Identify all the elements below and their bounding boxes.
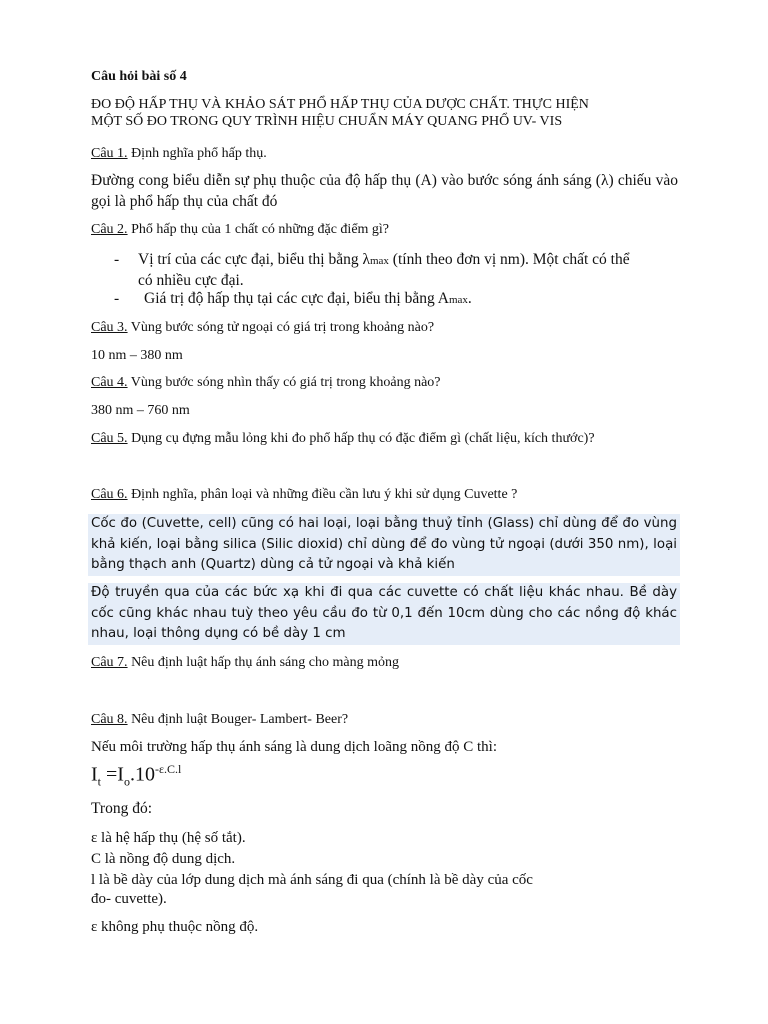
answer-1: Đường cong biểu diễn sự phụ thuộc của độ hấp thụ (A) vào bước sóng ánh sáng (λ) chiếu vào gọi là phổ hấp thụ của chất đó (91, 172, 678, 210)
question-3-text: Vùng bước sóng tử ngoại có giá trị trong khoảng nào? (127, 320, 435, 335)
question-7-label: Câu 7. (91, 655, 128, 670)
trong-do-label: Trong đó: (91, 800, 153, 817)
definition-l: l là bề dày của lớp dung dịch mà ánh sáng đi qua (chính là bề dày của cốc đo- cuvette). (91, 872, 533, 907)
question-1-label: Câu 1. (91, 146, 128, 161)
answer-3: 10 nm – 380 nm (91, 348, 183, 363)
question-6-text: Định nghĩa, phân loại và những điều cần lưu ý khi sử dụng Cuvette ? (127, 487, 518, 502)
question-8-text: Nêu định luật Bouger- Lambert- Beer? (127, 712, 349, 727)
bullet-2-dash: - (114, 290, 120, 307)
bullet-1-pre: Vị trí của các cực đại, biểu thị bằng λ (138, 251, 370, 268)
definition-epsilon-note: ε không phụ thuộc nồng độ. (91, 919, 259, 935)
bullet-2 (114, 289, 648, 310)
question-5 (91, 430, 677, 447)
formula-eq: =I (101, 763, 124, 786)
formula-sub-o: o (123, 774, 130, 789)
bullet-2-pre: Giá trị độ hấp thụ tại các cực đại, biểu thị bằng A (144, 290, 449, 307)
definition-c: C là nồng độ dung dịch. (91, 851, 236, 867)
question-4 (91, 374, 677, 391)
question-2-text: Phổ hấp thụ của 1 chất có những đặc điểm gì? (127, 222, 390, 237)
question-6 (91, 486, 677, 503)
question-7 (91, 654, 677, 671)
definition-epsilon: ε là hệ hấp thụ (hệ số tắt). (91, 830, 246, 846)
beer-law-formula (91, 762, 677, 790)
formula-i: I (91, 763, 98, 786)
formula-exponent: -ε.C.l (154, 762, 182, 776)
bullet-1 (114, 250, 648, 290)
question-8-label: Câu 8. (91, 712, 128, 727)
question-3-label: Câu 3. (91, 320, 128, 335)
question-1-text: Định nghĩa phổ hấp thụ. (127, 146, 267, 161)
bullet-2-post: . (467, 290, 472, 307)
question-7-text: Nêu định luật hấp thụ ánh sáng cho màng mỏng (127, 655, 399, 670)
lambda-max-sub: max (369, 255, 389, 267)
question-1 (91, 145, 677, 162)
formula-ten: .10 (129, 763, 155, 786)
bullet-1-post: (tính theo đơn vị nm). Một chất có thể có nhiều cực đại. (138, 251, 630, 289)
question-8 (91, 711, 677, 728)
question-4-text: Vùng bước sóng nhìn thấy có giá trị trong khoảng nào? (127, 375, 441, 390)
cuvette-paragraph-1: Cốc đo (Cuvette, cell) cũng có hai loại, loại bằng thuỷ tỉnh (Glass) chỉ dùng để đo vùng khả kiến, loại bằng silica (Silic dioxid) chỉ dùng để đo vùng tử ngoại (dưới 350 nm), loại bằng thạch anh (Quartz) dùng cả tử ngoại và khả kiến (88, 514, 680, 576)
a-max-sub: max (448, 294, 468, 306)
bullet-1-text (138, 250, 648, 290)
beer-law-intro: Nếu môi trường hấp thụ ánh sáng là dung dịch loãng nồng độ C thì: (91, 739, 498, 755)
answer-4: 380 nm – 760 nm (91, 403, 190, 418)
question-5-text: Dụng cụ đựng mẫu lỏng khi đo phổ hấp thụ có đặc điểm gì (chất liệu, kích thước)? (127, 431, 595, 446)
question-4-label: Câu 4. (91, 375, 128, 390)
question-6-label: Câu 6. (91, 487, 128, 502)
question-2-label: Câu 2. (91, 222, 128, 237)
question-3 (91, 319, 677, 336)
document-title: Câu hỏi bài số 4 (91, 69, 187, 84)
bullet-1-dash: - (114, 251, 120, 268)
cuvette-paragraph-2: Độ truyền qua của các bức xạ khi đi qua các cuvette có chất liệu khác nhau. Bề dày cốc cũng khác nhau tuỳ theo yêu cầu đo từ 0,1 đến 10cm dùng cho các nồng độ khác nhau, loại thông dụng có bề dày 1 cm (88, 583, 680, 645)
question-2 (91, 221, 677, 238)
question-5-label: Câu 5. (91, 431, 128, 446)
document-heading: ĐO ĐỘ HẤP THỤ VÀ KHẢO SÁT PHỔ HẤP THỤ CỦA DƯỢC CHẤT. THỰC HIỆN MỘT SỐ ĐO TRONG QUY TRÌNH HIỆU CHUẨN MÁY QUANG PHỔ UV- VIS (91, 97, 589, 129)
bullet-2-text (144, 289, 648, 310)
formula-sub-t: t (97, 774, 102, 789)
